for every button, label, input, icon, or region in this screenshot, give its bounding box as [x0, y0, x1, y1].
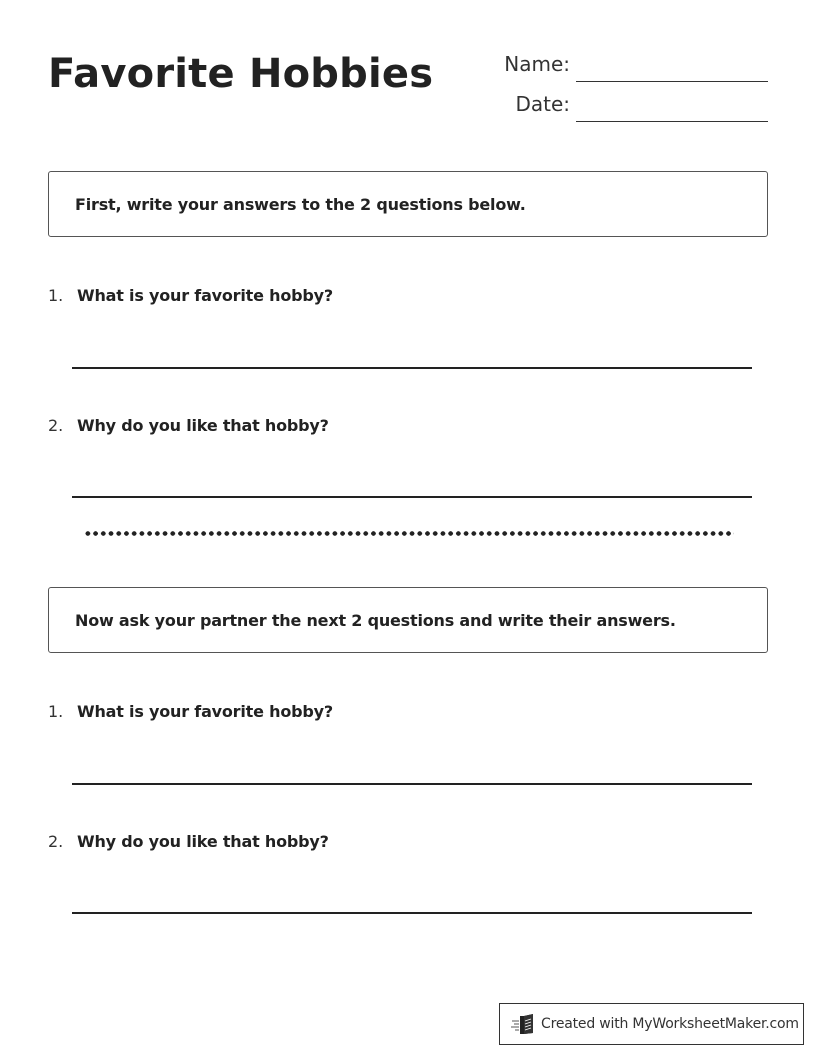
question-text: What is your favorite hobby? — [77, 702, 333, 721]
question-2-1 — [48, 702, 333, 721]
date-input-line[interactable] — [576, 121, 768, 122]
answer-line-2-1[interactable] — [72, 783, 752, 785]
answer-line-1-1[interactable] — [72, 367, 752, 369]
question-number: 1. — [48, 286, 64, 305]
question-1-2 — [48, 416, 329, 435]
instruction-text-1: First, write your answers to the 2 questions below. — [75, 194, 526, 214]
question-text: What is your favorite hobby? — [77, 286, 333, 305]
worksheet-title: Favorite Hobbies — [48, 51, 434, 97]
instruction-box-2 — [48, 587, 768, 653]
answer-line-1-2[interactable] — [72, 496, 752, 498]
name-field[interactable] — [500, 52, 768, 76]
instruction-text-2: Now ask your partner the next 2 questions and write their answers. — [75, 610, 676, 630]
question-2-2 — [48, 832, 329, 851]
name-input-line[interactable] — [576, 81, 768, 82]
answer-line-2-2[interactable] — [72, 912, 752, 914]
name-label: Name: — [504, 52, 570, 76]
question-1-1 — [48, 286, 333, 305]
question-number: 1. — [48, 702, 64, 721]
worksheet-maker-logo-icon — [511, 1013, 537, 1035]
question-number: 2. — [48, 416, 64, 435]
footer-badge[interactable] — [499, 1003, 804, 1045]
question-text: Why do you like that hobby? — [77, 416, 329, 435]
instruction-box-1 — [48, 171, 768, 237]
question-text: Why do you like that hobby? — [77, 832, 329, 851]
date-label: Date: — [515, 92, 570, 116]
question-number: 2. — [48, 832, 64, 851]
dotted-divider — [84, 531, 734, 536]
footer-credit-text: Created with MyWorksheetMaker.com — [541, 1016, 799, 1032]
date-field[interactable] — [500, 92, 768, 116]
